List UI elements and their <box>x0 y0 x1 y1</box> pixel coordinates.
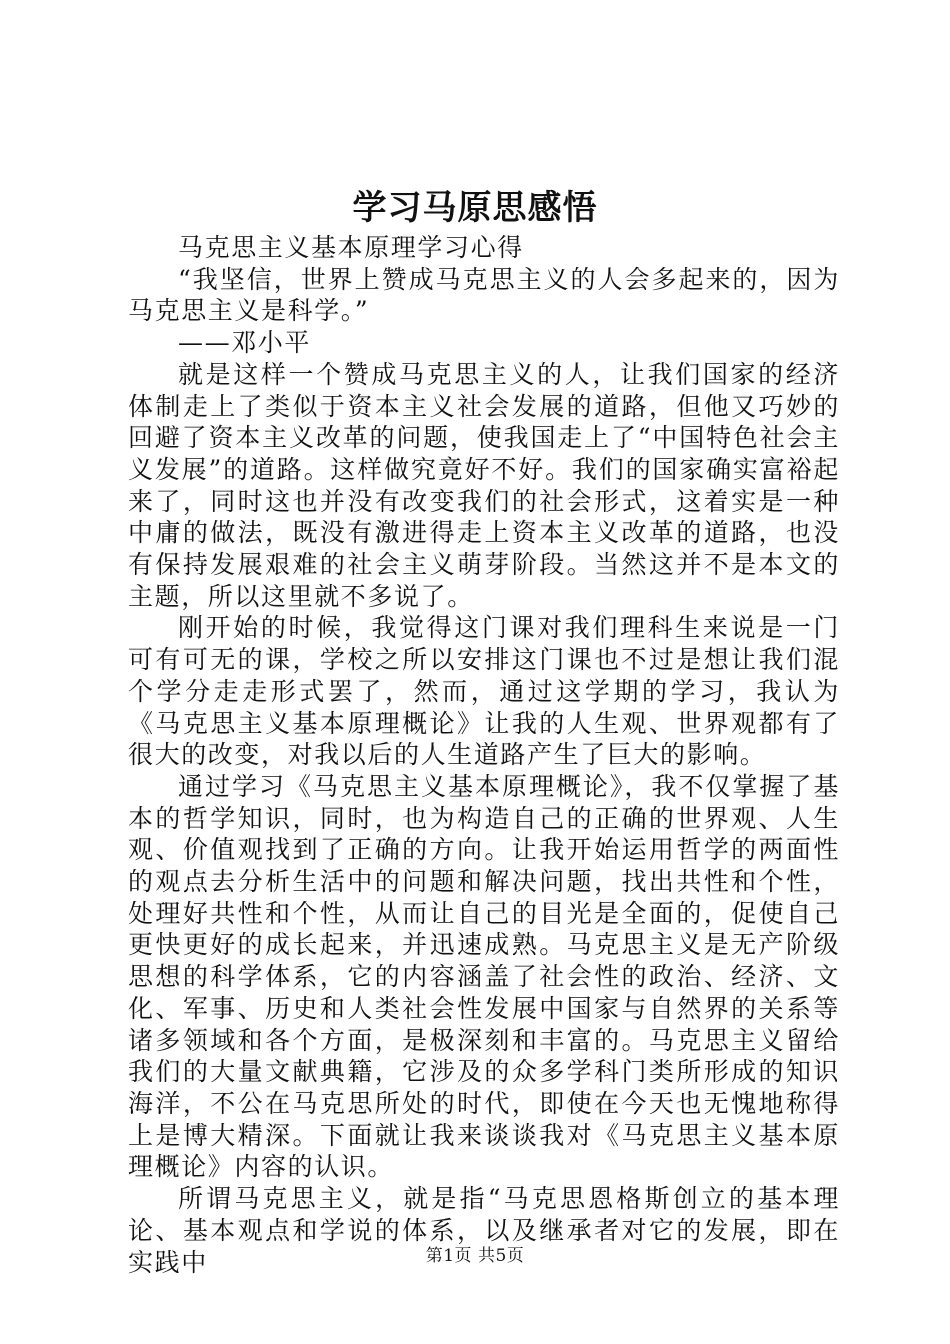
subtitle-paragraph: 马克思主义基本原理学习心得 <box>178 233 524 262</box>
quote-attribution: ——邓小平 <box>178 328 312 358</box>
body-paragraph: 通过学习《马克思主义基本原理概论》，我不仅掌握了基本的哲学知识，同时，也为构造自己的正确的世界观、人生观、价值观找到了正确的方向。让我开始运用哲学的两面性的观点去分析生活中的问题和解决问题，找出共性和个性，处理好共性和个性，从而让自己的目光是全面的，促使自己更快更好的成长起来，并迅速成熟。马克思主义是无产阶级思想的科学体系，它的内容涵盖了社会性的政治、经济、文化、军事、历史和人类社会性发展中国家与自然界的关系等诸多领域和各个方面，是极深刻和丰富的。马克思主义留给我们的大量文献典籍，它涉及的众多学科门类所形成的知识海洋，不公在马克思所处的时代，即使在今天也无愧地称得上是博大精深。下面就让我来谈谈我对《马克思主义基本原理概论》内容的认识。 <box>128 771 840 1182</box>
quote-paragraph: “我坚信，世界上赞成马克思主义的人会多起来的，因为马克思主义是科学。” <box>128 264 840 326</box>
document-title: 学习马原思感悟 <box>352 188 598 228</box>
page-footer: 第1页 共5页 <box>425 1246 525 1266</box>
body-paragraph: 所谓马克思主义，就是指“马克思恩格斯创立的基本理论、基本观点和学说的体系，以及继承者对它的发展，即在实践中 <box>128 1184 840 1277</box>
body-paragraph: 刚开始的时候，我觉得这门课对我们理科生来说是一门可有可无的课，学校之所以安排这门课也不过是想让我们混个学分走走形式罢了，然而，通过这学期的学习，我认为《马克思主义基本原理概论》让我的人生观、世界观都有了很大的改变，对我以后的人生道路产生了巨大的影响。 <box>128 613 840 770</box>
document-body <box>128 232 840 1278</box>
body-paragraph: 就是这样一个赞成马克思主义的人，让我们国家的经济体制走上了类似于资本主义社会发展的道路，但他又巧妙的回避了资本主义改革的问题，使我国走上了“中国特色社会主义发展”的道路。这样做究竟好不好。我们的国家确实富裕起来了，同时这也并没有改变我们的社会形式，这着实是一种中庸的做法，既没有激进得走上资本主义改革的道路，也没有保持发展艰难的社会主义萌芽阶段。当然这并不是本文的主题，所以这里就不多说了。 <box>128 359 840 611</box>
